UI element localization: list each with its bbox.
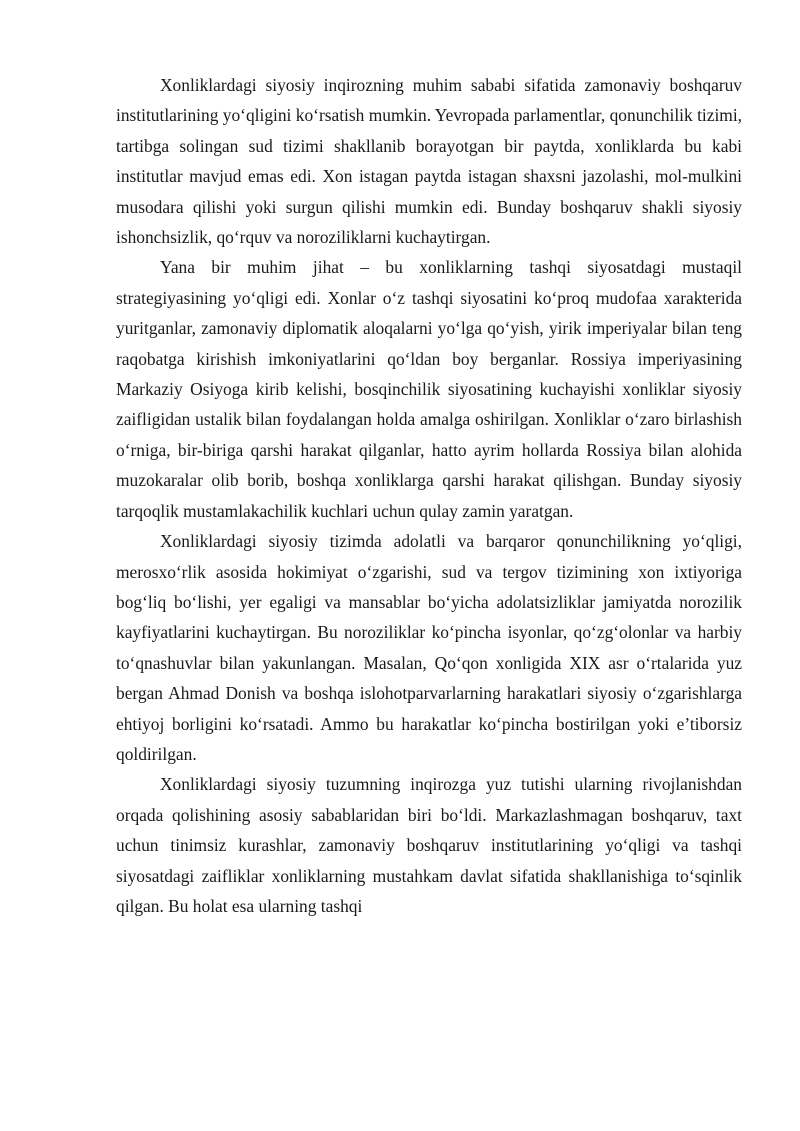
paragraph-2: Yana bir muhim jihat – bu xonliklarning tashqi siyosatdagi mustaqil strategiyasining yoʻqligi edi. Xonlar oʻz tashqi siyosatini koʻproq mudofaa xarakterida yuritganlar, zamonaviy diplomatik aloqalarni yoʻlga qoʻyish, yirik imperiyalar bilan teng raqobatga kirishish imkoniyatlarini qoʻldan boy berganlar. Rossiya imperiyasining Markaziy Osiyoga kirib kelishi, bosqinchilik siyosatining kuchayishi xonliklar siyosiy zaifligidan ustalik bilan foydalangan holda amalga oshirilgan. Xonliklar oʻzaro birlashish oʻrniga, bir-biriga qarshi harakat qilganlar, hatto ayrim hollarda Rossiya bilan alohida muzokaralar olib borib, boshqa xonliklarga qarshi harakat qilishgan. Bunday siyosiy tarqoqlik mustamlakachilik kuchlari uchun qulay zamin yaratgan. [116, 257, 742, 521]
paragraph-3: Xonliklardagi siyosiy tizimda adolatli va barqaror qonunchilikning yoʻqligi, merosxoʻrlik asosida hokimiyat oʻzgarishi, sud va tergov tizimining xon ixtiyoriga bogʻliq boʻlishi, yer egaligi va mansablar boʻyicha adolatsizliklar jamiyatda norozilik kayfiyatlarini kuchaytirgan. Bu noroziliklar koʻpincha isyonlar, qoʻzgʻolonlar va harbiy toʻqnashuvlar bilan yakunlangan. Masalan, Qoʻqon xonligida XIX asr oʻrtalarida yuz bergan Ahmad Donish va boshqa islohotparvarlarning harakatlari siyosiy oʻzgarishlarga ehtiyoj borligini koʻrsatadi. Ammo bu harakatlar koʻpincha bostirilgan yoki e’tiborsiz qoldirilgan. [116, 531, 742, 764]
document-page [116, 70, 742, 921]
paragraph-1: Xonliklardagi siyosiy inqirozning muhim sababi sifatida zamonaviy boshqaruv institutlarining yoʻqligini koʻrsatish mumkin. Yevropada parlamentlar, qonunchilik tizimi, tartibga solingan sud tizimi shakllanib borayotgan bir paytda, xonliklarda bu kabi institutlar mavjud emas edi. Xon istagan paytda istagan shaxsni jazolashi, mol-mulkini musodara qilishi yoki surgun qilishi mumkin edi. Bunday boshqaruv shakli siyosiy ishonchsizlik, qoʻrquv va noroziliklarni kuchaytirgan. [116, 75, 742, 248]
paragraph-4: Xonliklardagi siyosiy tuzumning inqirozga yuz tutishi ularning rivojlanishdan orqada qolishining asosiy sabablaridan biri boʻldi. Markazlashmagan boshqaruv, taxt uchun tinimsiz kurashlar, zamonaviy boshqaruv institutlarining yoʻqligi va tashqi siyosatdagi zaifliklar xonliklarning mustahkam davlat sifatida shakllanishiga toʻsqinlik qilgan. Bu holat esa ularning tashqi [116, 774, 742, 916]
